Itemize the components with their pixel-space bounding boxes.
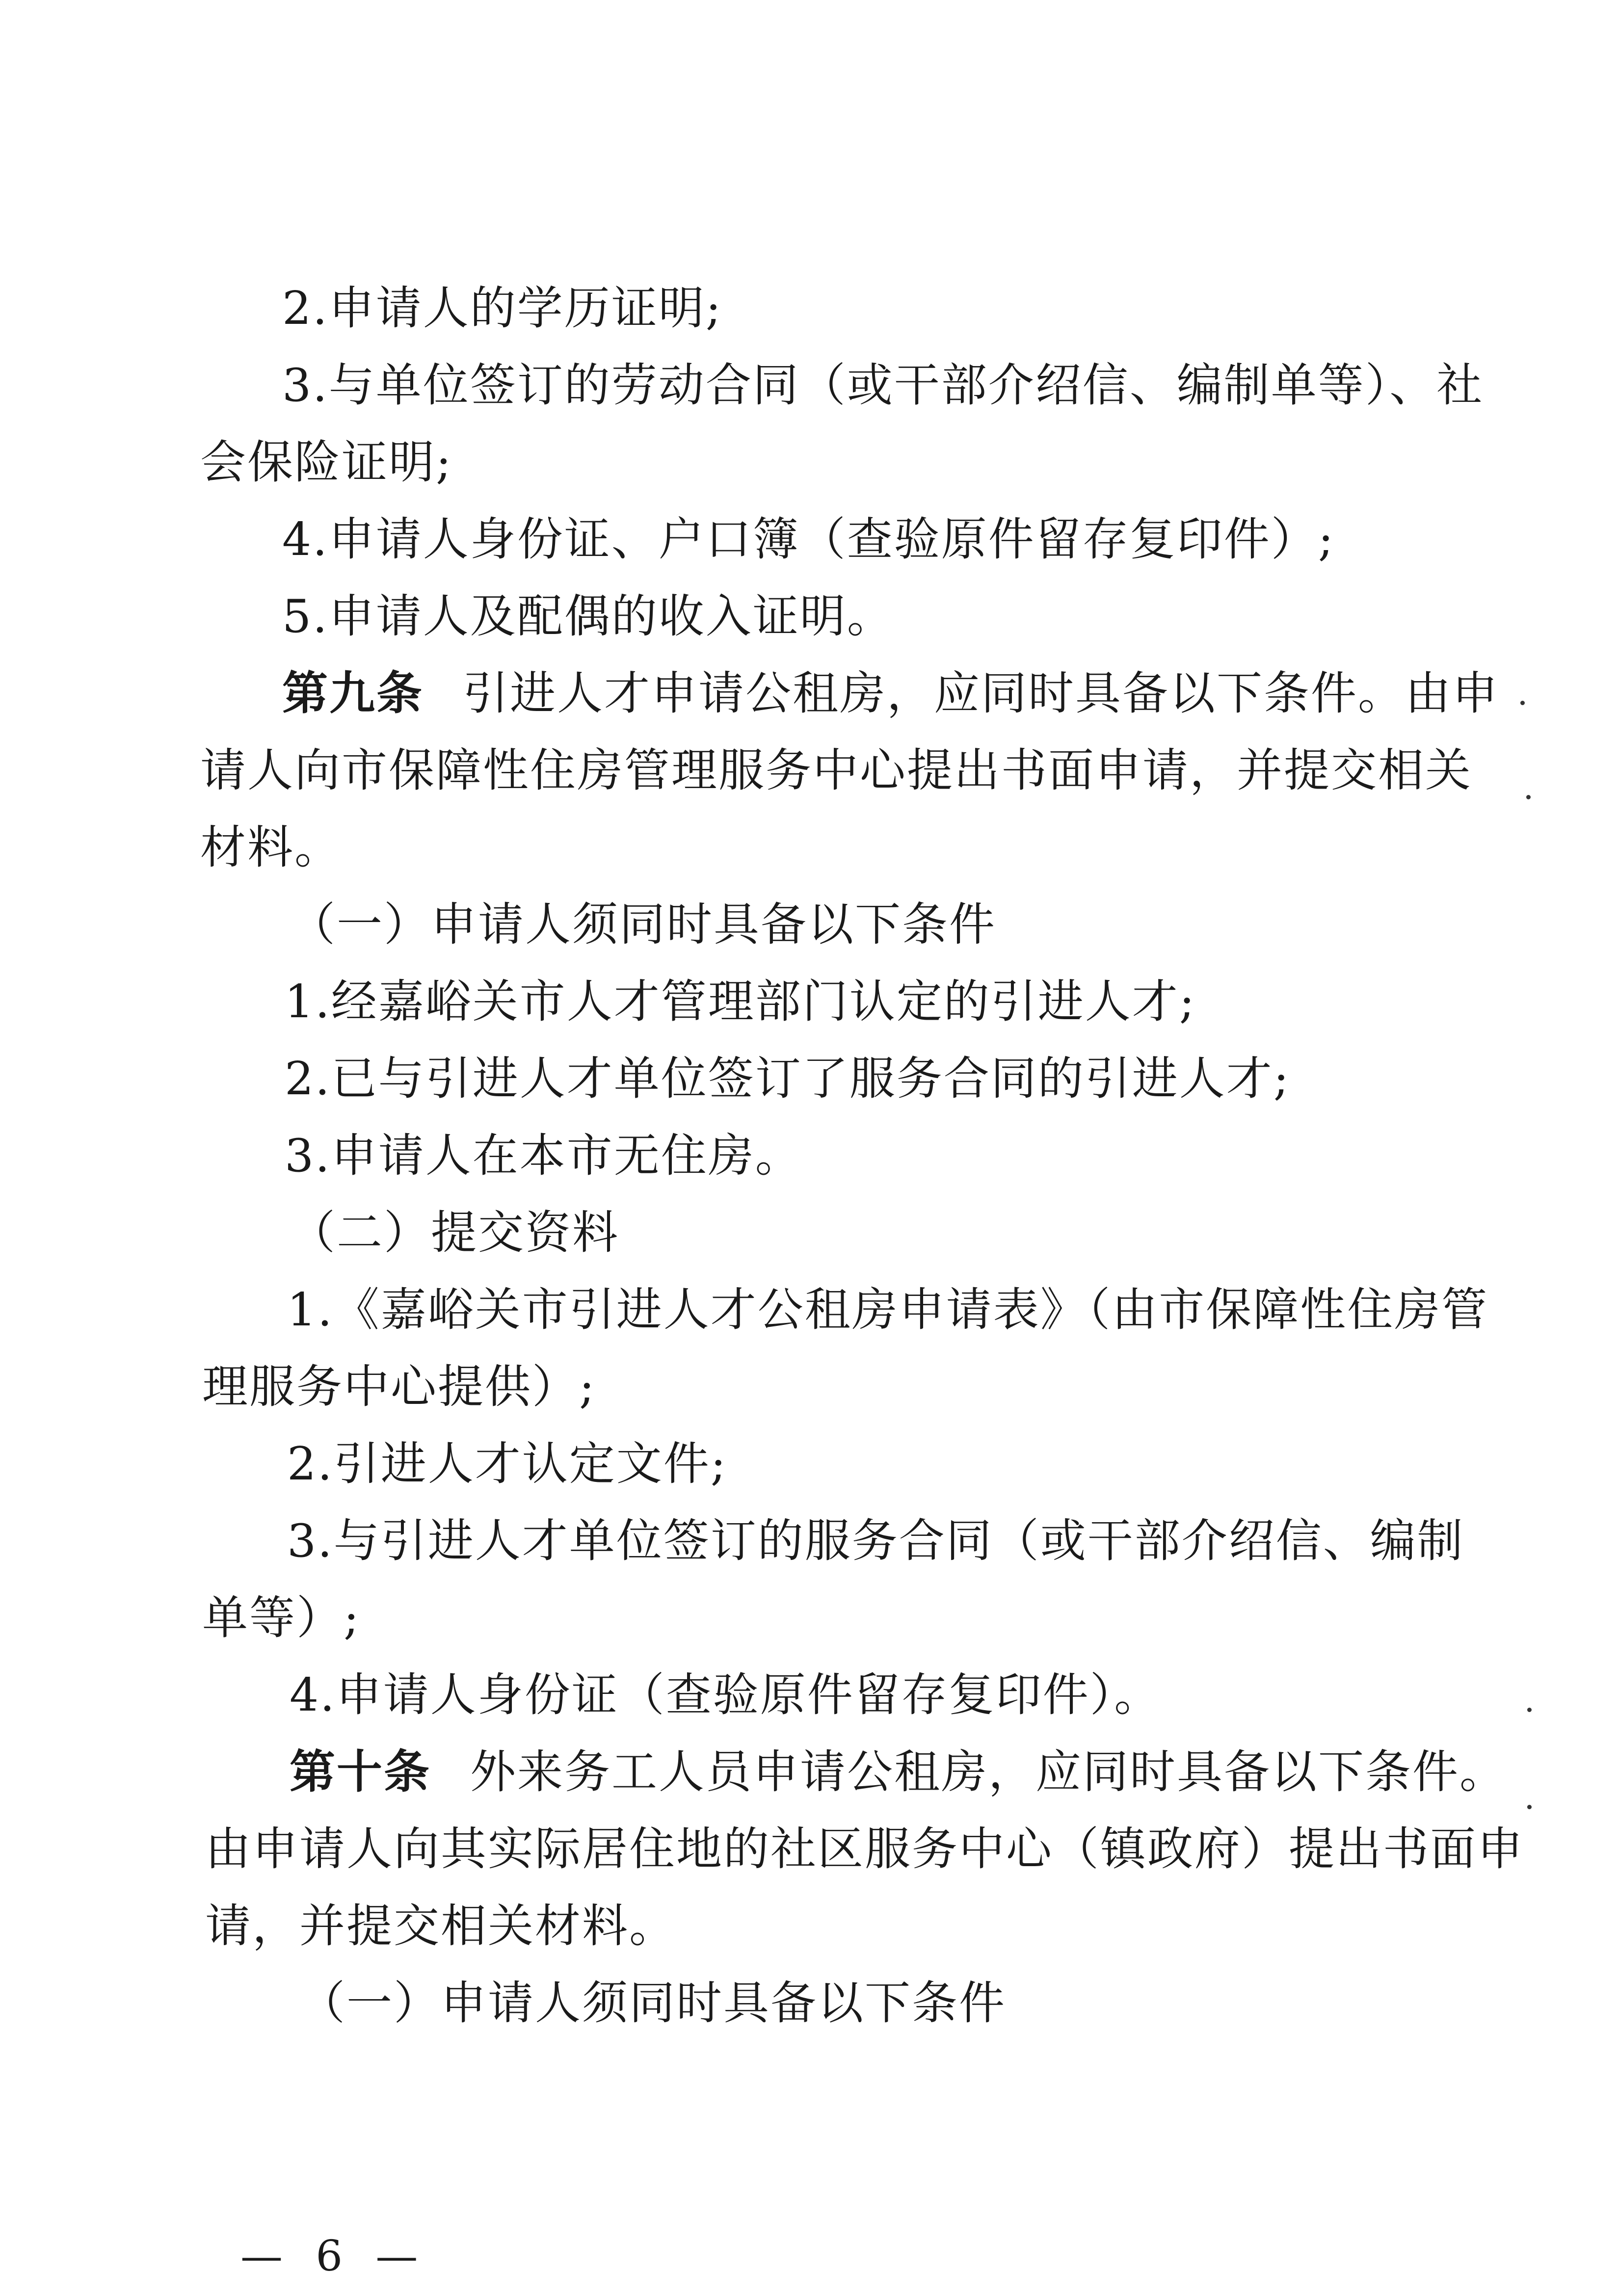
section-heading: （一）申请人须同时具备以下条件 (290, 898, 996, 951)
scan-speck (1527, 1805, 1532, 1809)
text-line: 2.已与引进人才单位签订了服务合同的引进人才; (285, 1052, 1291, 1105)
text-line: 3.与单位签订的劳动合同（或干部介绍信、编制单等）、社 (282, 359, 1484, 412)
text-line: 5.申请人及配偶的收入证明。 (282, 590, 894, 643)
text-line: 请，并提交相关材料。 (205, 1900, 676, 1953)
article-9-heading: 第九条 (282, 666, 424, 720)
text-line: 请人向市保障性住房管理服务中心提出书面申请，并提交相关 (200, 744, 1472, 797)
section-heading: （二）提交资料 (290, 1206, 619, 1259)
page-number: — 6 — (240, 2232, 428, 2281)
article-10-text: 外来务工人员申请公租房，应同时具备以下条件。 (470, 1745, 1507, 1798)
text-line: 2.引进人才认定文件; (287, 1437, 728, 1490)
article-9-paragraph (282, 664, 1499, 723)
section-heading: （一）申请人须同时具备以下条件 (299, 1977, 1006, 2030)
text-line: 3.与引进人才单位签订的服务合同（或干部介绍信、编制 (287, 1514, 1464, 1567)
article-10-heading: 第十条 (290, 1745, 431, 1798)
text-line: 理服务中心提供）; (202, 1360, 596, 1413)
scan-speck (1520, 701, 1525, 705)
text-line: 1.《嘉峪关市引进人才公租房申请表》（由市保障性住房管 (287, 1283, 1489, 1336)
scan-speck (1527, 1708, 1532, 1712)
text-line: 2.申请人的学历证明; (282, 282, 723, 335)
text-line: 3.申请人在本市无住房。 (285, 1129, 802, 1182)
text-line: 4.申请人身份证（查验原件留存复印件）。 (290, 1668, 1162, 1721)
text-line: 材料。 (200, 821, 342, 874)
scan-speck (1526, 795, 1531, 799)
text-line: 单等）; (202, 1591, 361, 1644)
text-line: 1.经嘉峪关市人才管理部门认定的引进人才; (285, 975, 1196, 1028)
text-line: 会保险证明; (200, 436, 453, 489)
text-line: 4.申请人身份证、户口簿（查验原件留存复印件）; (282, 513, 1335, 566)
text-line: 由申请人向其实际居住地的社区服务中心（镇政府）提出书面申 (205, 1822, 1524, 1875)
article-10-paragraph (290, 1742, 1507, 1801)
article-9-text: 引进人才申请公租房，应同时具备以下条件。由申 (463, 667, 1499, 720)
